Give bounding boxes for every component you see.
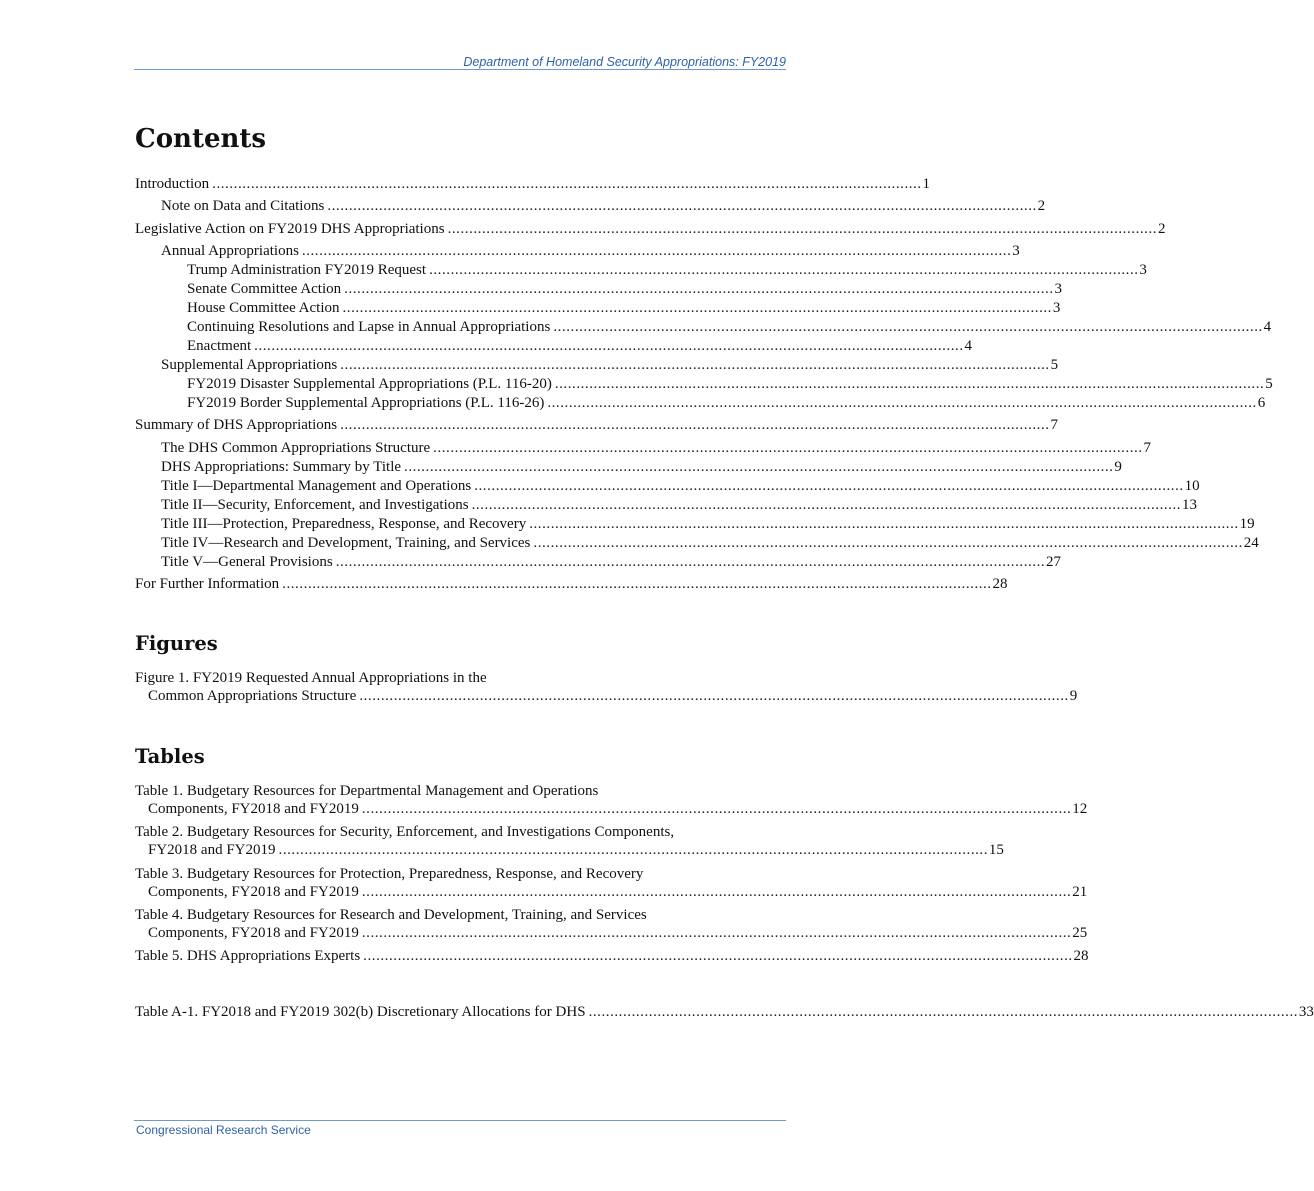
running-header: Department of Homeland Security Appropriations: FY2019 xyxy=(463,55,786,69)
tables-title: Tables xyxy=(135,745,205,768)
figure-entry-1[interactable]: Figure 1. FY2019 Requested Annual Appropriations in the Common Appropriations Structure . . . 9 xyxy=(135,669,784,705)
toc-entry-annual-appropriations[interactable]: Annual Appropriations . . . 3 xyxy=(0,242,945,260)
toc-entry-supplemental-appropriations[interactable]: Supplemental Appropriations . . . 5 xyxy=(0,356,945,374)
contents-title: Contents xyxy=(135,124,267,154)
toc-entry-legislative-action[interactable]: Legislative Action on FY2019 DHS Appropriations . . . 2 xyxy=(0,220,919,238)
table-entry-a1[interactable]: Table A-1. FY2018 and FY2019 302(b) Discretionary Allocations for DHS . . . 33 xyxy=(0,1003,919,1021)
figure-entry-1-continuation: Common Appropriations Structure . . . 9 xyxy=(135,687,784,705)
toc-entry-title-i[interactable]: Title I—Departmental Management and Operations . . . 10 xyxy=(0,477,945,495)
toc-entry-further-information[interactable]: For Further Information . . . 28 xyxy=(0,575,919,593)
toc-entry-common-appropriations-structure[interactable]: The DHS Common Appropriations Structure . . . 7 xyxy=(0,439,945,457)
toc-entry-summary-dhs[interactable]: Summary of DHS Appropriations . . . 7 xyxy=(0,416,919,434)
toc-entry-introduction[interactable]: Introduction . . . 1 xyxy=(0,175,919,193)
toc-entry-border-supplemental[interactable]: FY2019 Border Supplemental Appropriations (P.L. 116-26) . . . 6 xyxy=(0,394,971,412)
table-entry-5[interactable]: Table 5. DHS Appropriations Experts . . . 28 xyxy=(0,947,919,965)
table-entry-2-continuation: FY2018 and FY2019 . . . 15 xyxy=(135,841,784,859)
toc-entry-continuing-resolutions[interactable]: Continuing Resolutions and Lapse in Annual Appropriations . . . 4 xyxy=(0,318,971,336)
figures-title: Figures xyxy=(135,632,218,655)
toc-entry-disaster-supplemental[interactable]: FY2019 Disaster Supplemental Appropriations (P.L. 116-20) . . . 5 xyxy=(0,375,971,393)
toc-entry-title-iii[interactable]: Title III—Protection, Preparedness, Response, and Recovery . . . 19 xyxy=(0,515,945,533)
toc-entry-trump-request[interactable]: Trump Administration FY2019 Request . . . 3 xyxy=(0,261,971,279)
toc-entry-summary-by-title[interactable]: DHS Appropriations: Summary by Title . . . 9 xyxy=(0,458,945,476)
toc-entry-senate-action[interactable]: Senate Committee Action . . . 3 xyxy=(0,280,971,298)
table-entry-3[interactable]: Table 3. Budgetary Resources for Protection, Preparedness, Response, and Recovery Components, FY2018 and FY2019 . . . 21 xyxy=(135,865,784,901)
toc-entry-title-v[interactable]: Title V—General Provisions . . . 27 xyxy=(0,553,945,571)
footer-publisher: Congressional Research Service xyxy=(136,1123,311,1137)
header-rule xyxy=(134,69,786,70)
table-entry-3-continuation: Components, FY2018 and FY2019 . . . 21 xyxy=(135,883,784,901)
table-entry-1[interactable]: Table 1. Budgetary Resources for Departmental Management and Operations Components, FY2018 and FY2019 . . . 12 xyxy=(135,782,784,818)
table-entry-2[interactable]: Table 2. Budgetary Resources for Security, Enforcement, and Investigations Components, FY2018 and FY2019 . . . 15 xyxy=(135,823,784,859)
table-entry-1-continuation: Components, FY2018 and FY2019 . . . 12 xyxy=(135,800,784,818)
toc-entry-house-action[interactable]: House Committee Action . . . 3 xyxy=(0,299,971,317)
toc-entry-title-ii[interactable]: Title II—Security, Enforcement, and Investigations . . . 13 xyxy=(0,496,945,514)
toc-entry-enactment[interactable]: Enactment . . . 4 xyxy=(0,337,971,355)
toc-entry-title-iv[interactable]: Title IV—Research and Development, Training, and Services . . . 24 xyxy=(0,534,945,552)
table-entry-4[interactable]: Table 4. Budgetary Resources for Research and Development, Training, and Services Components, FY2018 and FY2019 . . . 25 xyxy=(135,906,784,942)
footer-rule xyxy=(134,1120,786,1121)
toc-entry-note-on-data[interactable]: Note on Data and Citations . . . 2 xyxy=(0,197,945,215)
table-entry-4-continuation: Components, FY2018 and FY2019 . . . 25 xyxy=(135,924,784,942)
